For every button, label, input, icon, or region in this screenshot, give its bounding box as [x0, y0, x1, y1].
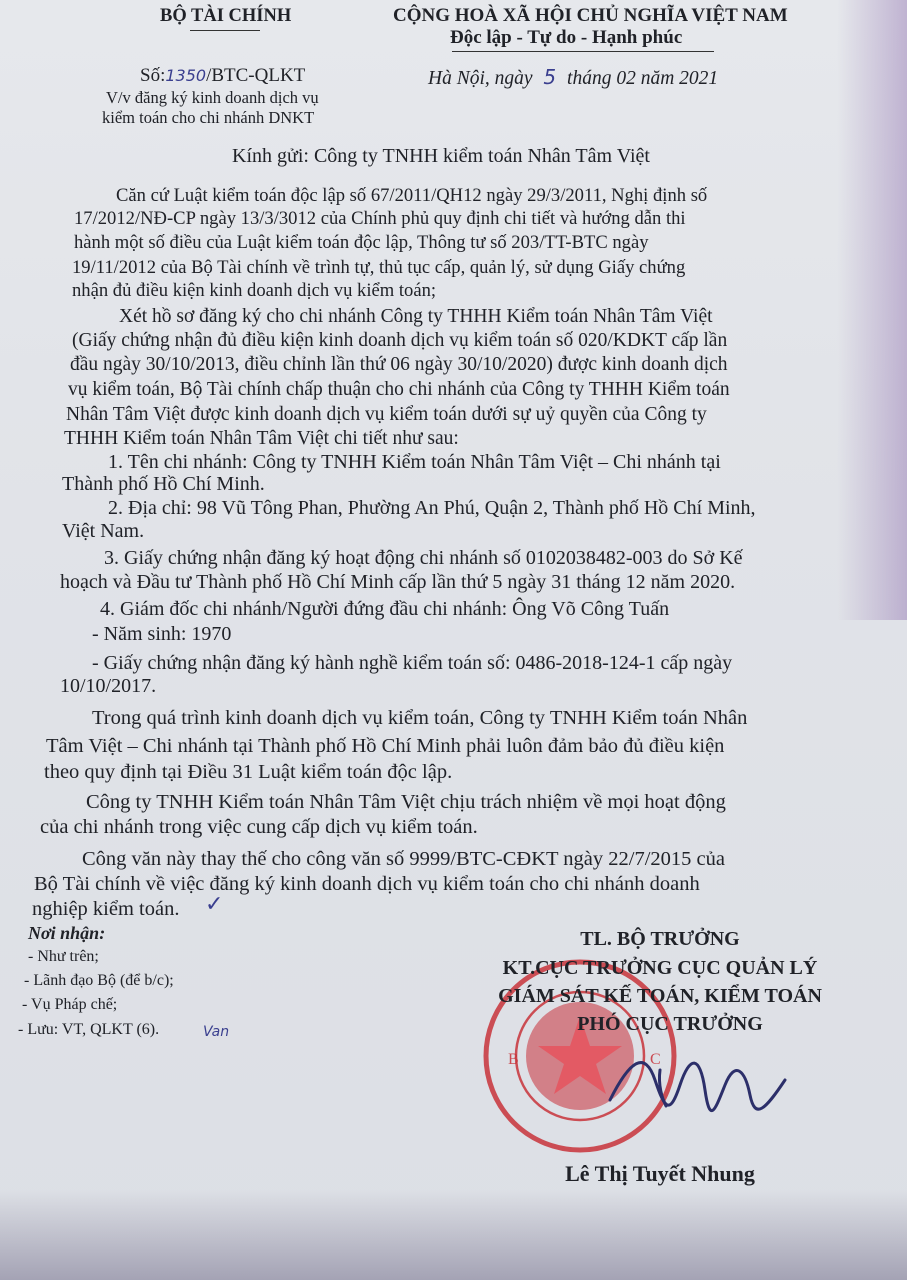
p3-line-2: Tâm Việt – Chi nhánh tại Thành phố Hồ Chí Minh phải luôn đảm bảo đủ điều kiện: [46, 735, 725, 757]
p2-line-1: Xét hồ sơ đăng ký cho chi nhánh Công ty THHH Kiểm toán Nhân Tâm Việt: [119, 306, 713, 327]
signature-line-2: KT.CỤC TRƯỞNG CỤC QUẢN LÝ: [502, 957, 818, 979]
page-shadow-right: [837, 0, 907, 620]
p2-line-4: vụ kiểm toán, Bộ Tài chính chấp thuận cho chi nhánh của Công ty THHH Kiểm toán: [68, 379, 730, 400]
recipient-item: - Lãnh đạo Bộ (để b/c);: [24, 972, 174, 989]
recipient-line: Kính gửi: Công ty TNHH kiểm toán Nhân Tâm Việt: [232, 145, 650, 167]
item-3-line-1: 3. Giấy chứng nhận đăng ký hoạt động chi nhánh số 0102038482-003 do Sở Kế: [104, 547, 743, 569]
p3-line-3: theo quy định tại Điều 31 Luật kiểm toán độc lập.: [44, 761, 453, 783]
p5-line-2: Bộ Tài chính về việc đăng ký kinh doanh dịch vụ kiểm toán cho chi nhánh doanh: [34, 873, 700, 895]
ministry-underline: [190, 30, 260, 31]
item-4: 4. Giám đốc chi nhánh/Người đứng đầu chi nhánh: Ông Võ Công Tuấn: [100, 598, 670, 620]
p4-line-1: Công ty TNHH Kiểm toán Nhân Tâm Việt chịu trách nhiệm về mọi hoạt động: [86, 791, 726, 813]
p1-line-5: nhận đủ điều kiện kinh doanh dịch vụ kiểm toán;: [72, 280, 437, 301]
handwritten-signature: [600, 1040, 790, 1120]
page-shadow-bottom: [0, 1190, 907, 1280]
subject-line-2: kiểm toán cho chi nhánh DNKT: [102, 108, 315, 127]
signature-line-4: PHÓ CỤC TRƯỞNG: [577, 1013, 763, 1035]
date-suffix: tháng 02 năm 2021: [567, 68, 719, 89]
recipients-title: Nơi nhận:: [28, 923, 106, 943]
signature-line-1: TL. BỘ TRƯỞNG: [580, 928, 740, 950]
item-2-line-2: Việt Nam.: [62, 520, 145, 542]
p4-line-2: của chi nhánh trong việc cung cấp dịch vụ kiểm toán.: [40, 816, 478, 838]
p1-line-2: 17/2012/NĐ-CP ngày 13/3/3012 của Chính phủ quy định chi tiết và hướng dẫn thi: [74, 208, 686, 229]
item-4-birth-year: - Năm sinh: 1970: [92, 623, 232, 645]
document-number: [140, 65, 305, 87]
svg-text:C: C: [650, 1051, 661, 1068]
p1-line-4: 19/11/2012 của Bộ Tài chính về trình tự, thủ tục cấp, quản lý, sử dụng Giấy chứng: [72, 257, 686, 278]
p5-line-1: Công văn này thay thế cho công văn số 9999/BTC-CĐKT ngày 22/7/2015 của: [82, 848, 725, 870]
p2-line-3: đầu ngày 30/10/2013, điều chỉnh lần thứ 06 ngày 30/10/2020) được kinh doanh dịch: [70, 354, 728, 375]
doc-number-handwritten: 1350: [165, 66, 207, 85]
recipient-item: - Vụ Pháp chế;: [22, 996, 118, 1013]
doc-number-prefix: Số:: [140, 65, 166, 86]
signature-line-3: GIÁM SÁT KẾ TOÁN, KIỂM TOÁN: [498, 985, 822, 1007]
signer-name: Lê Thị Tuyết Nhung: [565, 1161, 755, 1186]
recipient-item: - Lưu: VT, QLKT (6).: [18, 1021, 160, 1038]
p1-line-3: hành một số điều của Luật kiểm toán độc lập, Thông tư số 203/TT-BTC ngày: [74, 232, 649, 253]
item-2-line-1: 2. Địa chỉ: 98 Vũ Tông Phan, Phường An Phú, Quận 2, Thành phố Hồ Chí Minh,: [108, 497, 756, 519]
clerk-initials: Van: [203, 1024, 230, 1040]
svg-text:B: B: [508, 1051, 519, 1068]
date-day-handwritten: 5: [543, 65, 557, 89]
item-1-line-1: 1. Tên chi nhánh: Công ty TNHH Kiểm toán Nhân Tâm Việt – Chi nhánh tại: [108, 451, 721, 473]
ministry-name: BỘ TÀI CHÍNH: [160, 6, 292, 26]
document-date: [428, 66, 718, 90]
p5-line-3: nghiệp kiểm toán.: [32, 898, 180, 920]
p2-line-5: Nhân Tâm Việt được kinh doanh dịch vụ kiểm toán dưới sự uỷ quyền của Công ty: [66, 404, 707, 425]
motto: Độc lập - Tự do - Hạnh phúc: [450, 27, 683, 48]
p2-line-2: (Giấy chứng nhận đủ điều kiện kinh doanh dịch vụ kiểm toán số 020/KDKT cấp lần: [72, 330, 728, 351]
motto-underline: [452, 51, 714, 52]
p2-line-6: THHH Kiểm toán Nhân Tâm Việt chi tiết như sau:: [64, 428, 459, 449]
item-1-line-2: Thành phố Hồ Chí Minh.: [62, 473, 265, 495]
initial-mark: ✓: [205, 892, 224, 917]
item-4-license-line-1: - Giấy chứng nhận đăng ký hành nghề kiểm toán số: 0486-2018-124-1 cấp ngày: [92, 652, 733, 674]
item-3-line-2: hoạch và Đầu tư Thành phố Hồ Chí Minh cấp lần thứ 5 ngày 31 tháng 12 năm 2020.: [60, 571, 736, 593]
subject-line-1: V/v đăng ký kinh doanh dịch vụ: [106, 88, 319, 107]
item-4-license-line-2: 10/10/2017.: [60, 675, 157, 697]
country-name: CỘNG HOÀ XÃ HỘI CHỦ NGHĨA VIỆT NAM: [393, 5, 788, 26]
date-prefix: Hà Nội, ngày: [428, 68, 533, 89]
recipient-item: - Như trên;: [28, 948, 99, 965]
doc-number-suffix: /BTC-QLKT: [206, 65, 306, 86]
p3-line-1: Trong quá trình kinh doanh dịch vụ kiểm toán, Công ty TNHH Kiểm toán Nhân: [92, 707, 748, 729]
p1-line-1: Căn cứ Luật kiểm toán độc lập số 67/2011/QH12 ngày 29/3/2011, Nghị định số: [116, 185, 708, 206]
